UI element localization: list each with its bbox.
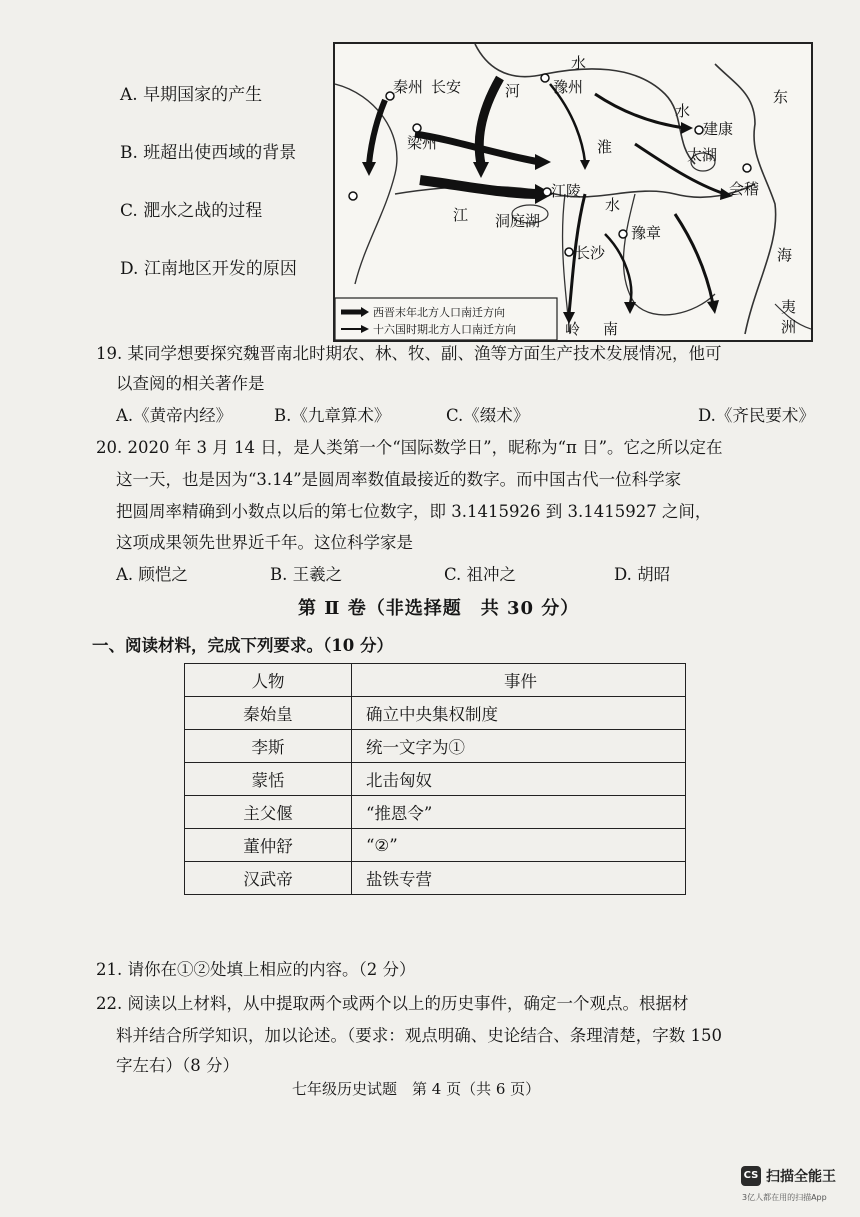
- camscanner-logo-icon: CS: [741, 1166, 761, 1186]
- migration-map-svg: [335, 44, 811, 340]
- camscanner-name: 扫描全能王: [766, 1169, 836, 1185]
- arrow-16k-6-head: [624, 302, 636, 314]
- marker-jiangling: [543, 188, 551, 196]
- label-he: 河: [505, 82, 521, 100]
- label-jiangling: 江陵: [551, 182, 582, 200]
- q20-option-a: A. 顾恺之: [116, 565, 188, 584]
- table-row: [185, 829, 686, 862]
- river-west: [335, 84, 397, 284]
- event-cell: 统一文字为①: [352, 730, 686, 763]
- q18-option-c: C. 淝水之战的过程: [120, 201, 263, 221]
- label-dong: 东: [773, 88, 789, 106]
- q18-option-b: B. 班超出使西域的背景: [120, 143, 297, 163]
- label-yuzhang: 豫章: [631, 224, 662, 242]
- label-jiang: 江: [453, 206, 469, 224]
- migration-map: [333, 42, 813, 342]
- label-kuaiji: 会稽: [729, 180, 760, 198]
- coastline: [715, 64, 776, 334]
- header-event: 事件: [352, 664, 686, 697]
- q22-line-3: 字左右）（8 分）: [116, 1056, 239, 1075]
- q19-option-b: B.《九章算术》: [274, 406, 391, 425]
- page-footer: 七年级历史试题 第 4 页（共 6 页）: [292, 1080, 541, 1098]
- person-cell: 董仲舒: [185, 829, 352, 862]
- marker-changsha: [565, 248, 573, 256]
- marker-kuaiji: [743, 164, 751, 172]
- q20-line-4: 这项成果领先世界近千年。这位科学家是: [116, 533, 413, 552]
- label-changsha: 长沙: [575, 244, 606, 262]
- table-row: [185, 730, 686, 763]
- q20-option-d: D. 胡昭: [614, 565, 671, 584]
- label-changan: 长安: [431, 78, 462, 96]
- marker-liangzhou: [413, 124, 421, 132]
- label-yi: 夷: [781, 298, 797, 316]
- camscanner-tagline: 3亿人都在用的扫描App: [742, 1193, 827, 1202]
- q22-line-1: 22. 阅读以上材料，从中提取两个或两个以上的历史事件，确定一个观点。根据材: [96, 994, 689, 1013]
- table-row: [185, 697, 686, 730]
- person-cell: 蒙恬: [185, 763, 352, 796]
- person-cell: 李斯: [185, 730, 352, 763]
- marker-west: [349, 192, 357, 200]
- table-row: [185, 763, 686, 796]
- section-2-title: 第 Ⅱ 卷（非选择题 共 30 分）: [298, 598, 580, 619]
- table-header-row: [185, 664, 686, 697]
- table-row: [185, 796, 686, 829]
- gan-river: [623, 194, 715, 315]
- label-taihu: 太湖: [687, 146, 718, 164]
- arrow-16k-2: [595, 94, 685, 128]
- q19-option-a: A.《黄帝内经》: [116, 406, 233, 425]
- q20-line-2: 这一天，也是因为“3.14”是圆周率数值最接近的数字。而中国古代一位科学家: [116, 470, 682, 489]
- q20-option-c: C. 祖冲之: [444, 565, 517, 584]
- arrow-16k-5: [675, 214, 713, 304]
- q20-options: [116, 561, 670, 585]
- legend-west-jin: 西晋末年北方人口南迁方向: [373, 306, 505, 319]
- arrow-16k-6: [605, 234, 631, 304]
- arrow-west-jin-1-head: [473, 162, 489, 178]
- person-cell: 汉武帝: [185, 862, 352, 895]
- header-person: 人物: [185, 664, 352, 697]
- events-table: [184, 663, 686, 895]
- label-liangzhou: 梁州: [407, 134, 438, 152]
- arrow-west-jin-4-head: [362, 162, 376, 176]
- q19-line-1: 19. 某同学想要探究魏晋南北时期农、林、牧、副、渔等方面生产技术发展情况，他可: [96, 344, 722, 363]
- q20-line-3: 把圆周率精确到小数点以后的第七位数字，即 3.1415926 到 3.1415927 之间，: [116, 502, 712, 521]
- label-shui-low: 水: [605, 196, 621, 214]
- part-1-instruction: 一、阅读材料，完成下列要求。（10 分）: [92, 636, 393, 655]
- label-dongtinghu: 洞庭湖: [495, 212, 541, 230]
- person-cell: 主父偃: [185, 796, 352, 829]
- label-jiankang: 建康: [703, 120, 734, 138]
- marker-jiankang: [695, 126, 703, 134]
- arrow-16k-2-head: [681, 122, 693, 134]
- marker-yuzhang: [619, 230, 627, 238]
- label-qinzhou: 秦州: [393, 78, 424, 96]
- label-shui-top: 水: [571, 54, 587, 72]
- marker-yuzhou: [541, 74, 549, 82]
- arrow-16k-5-head: [707, 300, 719, 314]
- label-ling: 岭: [565, 320, 581, 338]
- label-hai: 海: [777, 246, 793, 264]
- event-cell: 北击匈奴: [352, 763, 686, 796]
- table-row: [185, 862, 686, 895]
- q19-line-2: 以查阅的相关著作是: [116, 374, 265, 393]
- label-yuzhou: 豫州: [553, 78, 584, 96]
- arrow-16k-1-head: [580, 160, 590, 170]
- q20-line-1: 20. 2020 年 3 月 14 日，是人类第一个“国际数学日”，昵称为“π 日”。它之所以定在: [96, 438, 723, 457]
- event-cell: 盐铁专营: [352, 862, 686, 895]
- q19-option-d: D.《齐民要术》: [698, 406, 815, 425]
- arrow-west-jin-2-head: [535, 154, 551, 170]
- q19-options: [116, 402, 815, 426]
- label-nan: 南: [603, 320, 619, 338]
- q18-option-d: D. 江南地区开发的原因: [120, 259, 297, 279]
- legend-sixteen-kingdoms: 十六国时期北方人口南迁方向: [373, 323, 516, 336]
- q18-option-a: A. 早期国家的产生: [120, 85, 263, 105]
- q22-line-2: 料并结合所学知识，加以论述。（要求：观点明确、史论结合、条理清楚，字数 150: [116, 1026, 722, 1045]
- event-cell: “②”: [352, 829, 686, 862]
- person-cell: 秦始皇: [185, 697, 352, 730]
- label-huai: 淮: [597, 138, 613, 156]
- q21-text: 21. 请你在①②处填上相应的内容。（2 分）: [96, 960, 416, 979]
- label-shui-mid: 水: [675, 102, 691, 120]
- arrow-west-jin-3: [420, 180, 540, 194]
- q19-option-c: C.《缀术》: [446, 406, 530, 425]
- q20-option-b: B. 王羲之: [270, 565, 343, 584]
- event-cell: “推恩令”: [352, 796, 686, 829]
- label-zhou: 洲: [781, 318, 797, 336]
- event-cell: 确立中央集权制度: [352, 697, 686, 730]
